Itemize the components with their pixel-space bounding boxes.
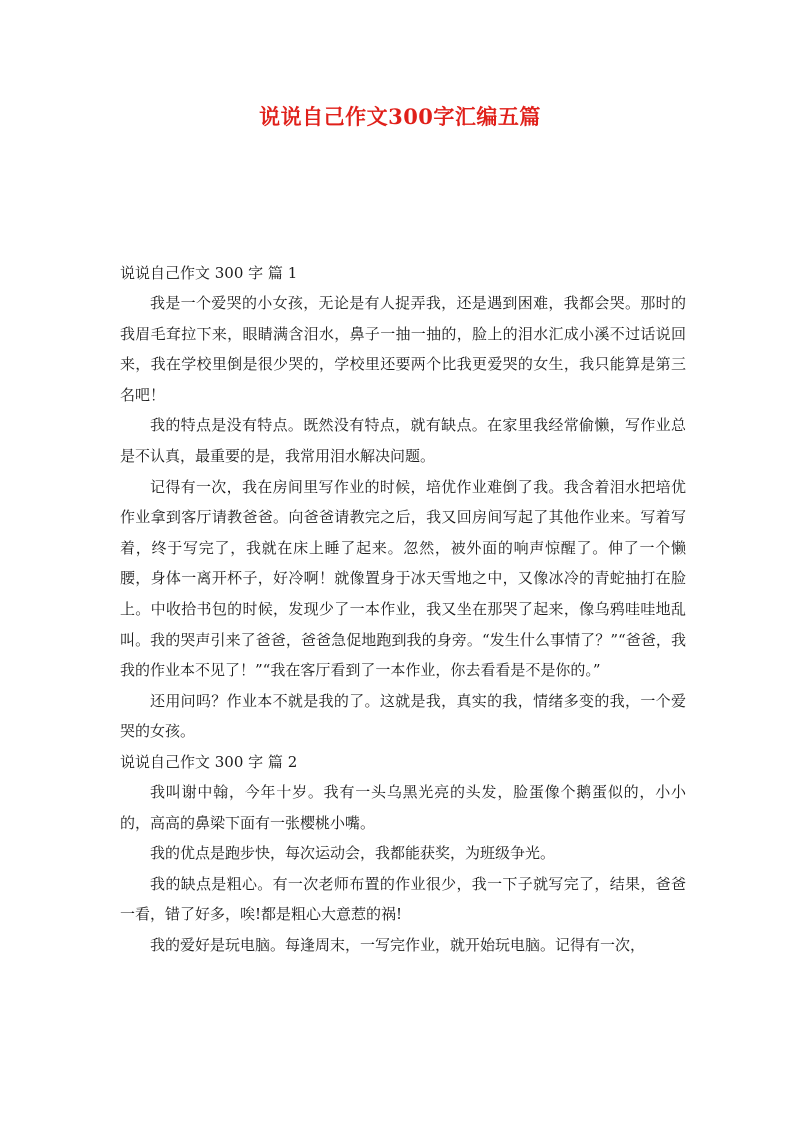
paragraph: 我的爱好是玩电脑。每逢周末，一写完作业，就开始玩电脑。记得有一次， bbox=[150, 935, 646, 954]
paragraph: 还用问吗？作业本不就是我的了。这就是我，真实的我，情绪多变的我，一个爱哭的女孩。 bbox=[120, 691, 686, 741]
paragraph: 我的特点是没有特点。既然没有特点，就有缺点。在家里我经常偷懒，写作业总是不认真，最重要的是，我常用泪水解决问题。 bbox=[120, 416, 686, 465]
section-2 bbox=[120, 747, 686, 961]
document-title: 说说自己作文300字汇编五篇 bbox=[259, 104, 541, 129]
paragraph: 我是一个爱哭的小女孩，无论是有人捉弄我，还是遇到困难，我都会哭。那时的我眉毛耷拉下来，眼睛满含泪水，鼻子一抽一抽的，脸上的泪水汇成小溪不过话说回来，我在学校里倒是很少哭的，学校里还要两个比我更爱哭的女生，我只能算是第三名吧！ bbox=[120, 294, 686, 404]
paragraph: 记得有一次，我在房间里写作业的时候，培优作业难倒了我。我含着泪水把培优作业拿到客厅请教爸爸。向爸爸请教完之后，我又回房间写起了其他作业来。写着写着，终于写完了，我就在床上睡了起来。忽然，被外面的响声惊醒了。伸了一个懒腰，身体一离开杯子，好冷啊！就像置身于冰天雪地之中，又像冰冷的青蛇抽打在脸上。中收拾书包的时候，发现少了一本作业，我又坐在那哭了起来，像乌鸦哇哇地乱叫。我的哭声引来了爸爸，爸爸急促地跑到我的身旁。“发生什么事情了？”“爸爸，我我的作业本不见了！”“我在客厅看到了一本作业，你去看看是不是你的。” bbox=[120, 477, 686, 680]
paragraph: 我叫谢中翰，今年十岁。我有一头乌黑光亮的头发，脸蛋像个鹅蛋似的，小小的，高高的鼻梁下面有一张樱桃小嘴。 bbox=[120, 782, 686, 832]
section-heading: 说说自己作文 300 字 篇 2 bbox=[120, 752, 298, 771]
section-heading: 说说自己作文 300 字 篇 1 bbox=[120, 264, 298, 282]
document-body bbox=[120, 258, 686, 960]
paragraph: 我的优点是跑步快，每次运动会，我都能获奖，为班级争光。 bbox=[150, 844, 556, 863]
paragraph: 我的缺点是粗心。有一次老师布置的作业很少，我一下子就写完了，结果，爸爸一看，错了好多，唉!都是粗心大意惹的祸! bbox=[120, 874, 686, 924]
section-1 bbox=[120, 258, 686, 747]
